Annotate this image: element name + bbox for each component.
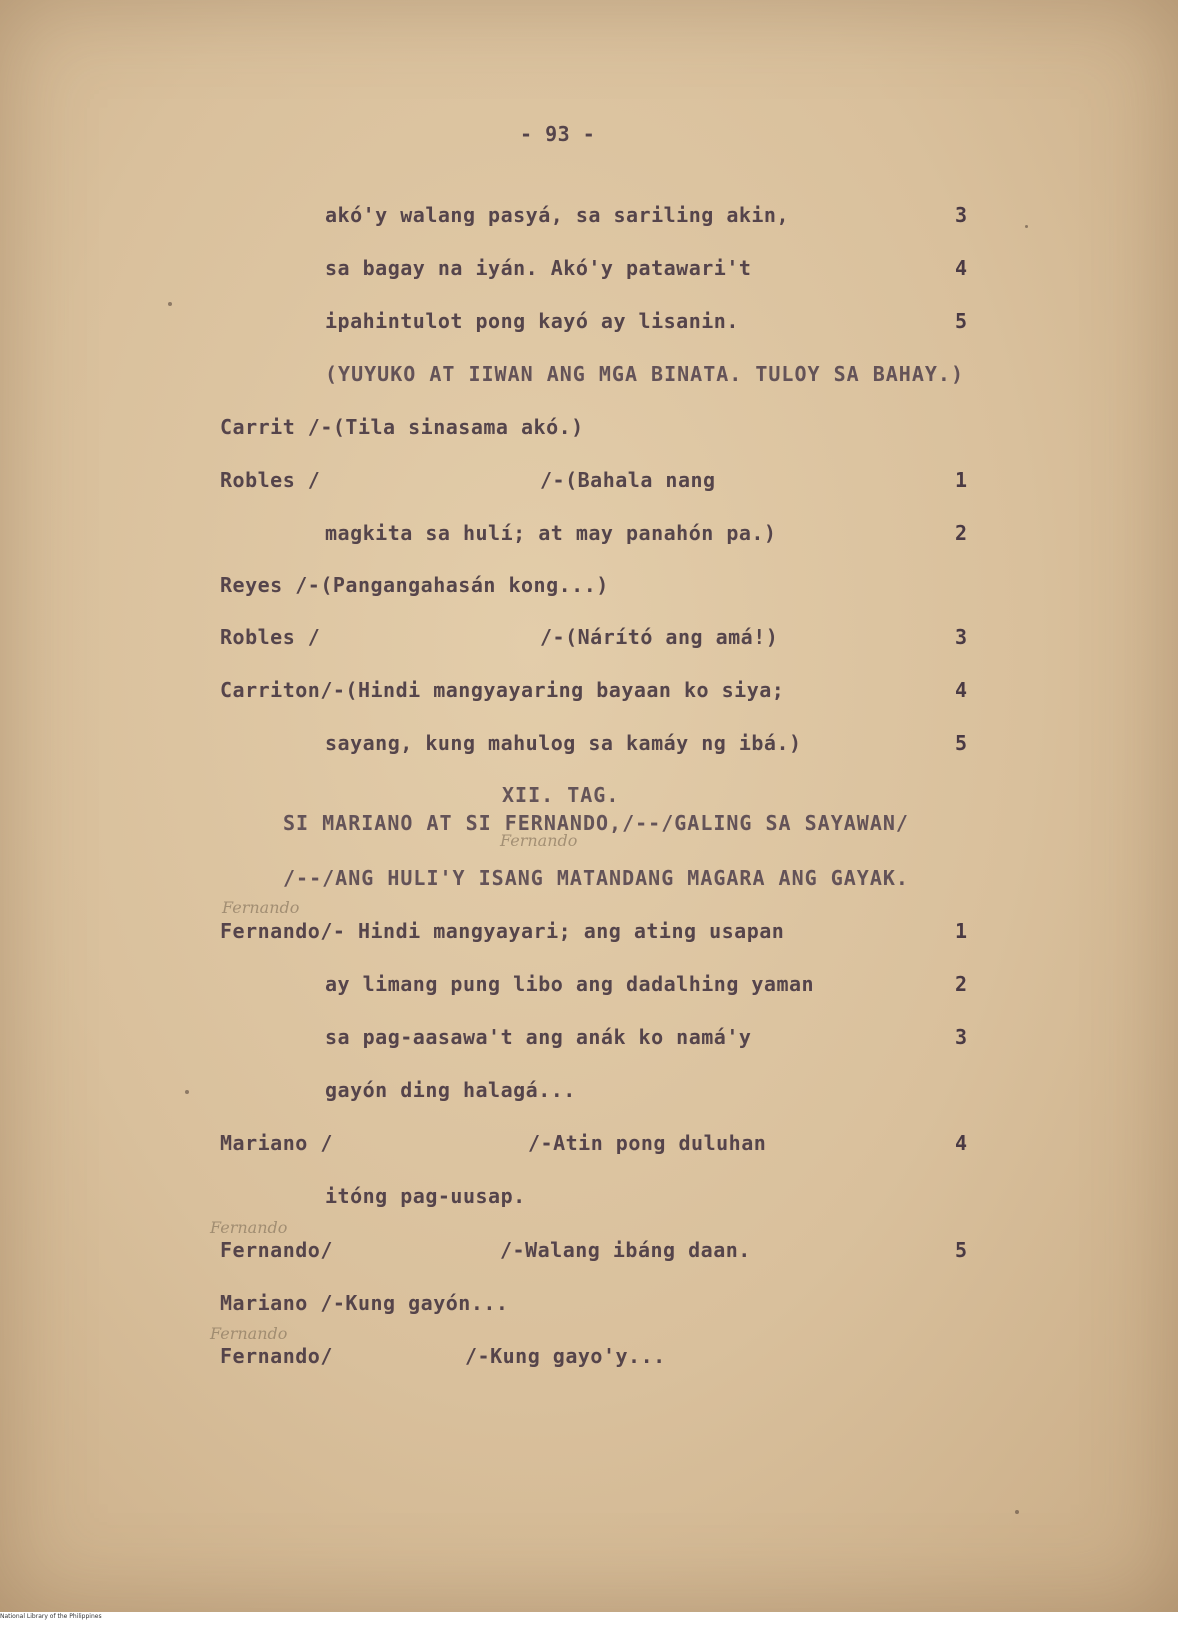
handwritten-note: Fernando [210,1218,288,1237]
line-number: 3 [955,625,968,649]
scene-description: /--/ANG HULI'Y ISANG MATANDANG MAGARA ANG GAYAK. [283,866,909,890]
line-number: 5 [955,309,968,333]
scene-heading: XII. TAG. [502,783,620,807]
dialogue-line: Carriton/-(Hindi mangyayaring bayaan ko siya; [220,678,785,702]
paper-speck [185,1090,189,1094]
speaker-name: Fernando/ [220,1344,333,1368]
line-number: 4 [955,678,968,702]
speaker-name: Fernando/ [220,1238,333,1262]
dialogue-line: /-Atin pong duluhan [528,1131,767,1155]
dialogue-line: /-(Bahala nang [540,468,716,492]
dialogue-line: /-Kung gayo'y... [465,1344,666,1368]
line-number: 4 [955,1131,968,1155]
paper-speck [1025,225,1028,228]
line-number: 2 [955,972,968,996]
line-number: 4 [955,256,968,280]
dialogue-line: /-Walang ibáng daan. [500,1238,751,1262]
speaker-name: Robles / [220,468,321,492]
dialogue-line: Fernando/- Hindi mangyayari; ang ating usapan [220,919,785,943]
verse-line: ay limang pung libo ang dadalhing yaman [325,972,815,996]
verse-line: sa pag-aasawa't ang anák ko namá'y [325,1025,752,1049]
verse-line: akó'y walang pasyá, sa sariling akin, [325,203,790,227]
dialogue-line: Reyes /-(Pangangahasán kong...) [220,573,609,597]
line-number: 1 [955,468,968,492]
verse-line: magkita sa hulí; at may panahón pa.) [325,521,777,545]
line-number: 5 [955,1238,968,1262]
handwritten-note: Fernando [210,1324,288,1343]
dialogue-line: Carrit /-(Tila sinasama akó.) [220,415,584,439]
verse-line: itóng pag-uusap. [325,1184,526,1208]
line-number: 5 [955,731,968,755]
scene-description: SI MARIANO AT SI FERNANDO,/--/GALING SA SAYAWAN/ [283,811,909,835]
verse-line: sayang, kung mahulog sa kamáy ng ibá.) [325,731,802,755]
line-number: 3 [955,203,968,227]
line-number: 2 [955,521,968,545]
line-number: 3 [955,1025,968,1049]
line-number: 1 [955,919,968,943]
verse-line: gayón ding halagá... [325,1078,576,1102]
page-number: - 93 - [520,122,596,146]
paper-speck [1015,1510,1019,1514]
handwritten-note: Fernando [222,898,300,917]
paper-speck [168,302,172,306]
stage-direction: (YUYUKO AT IIWAN ANG MGA BINATA. TULOY SA BAHAY.) [325,362,965,386]
speaker-name: Mariano / [220,1131,333,1155]
verse-line: ipahintulot pong kayó ay lisanin. [325,309,739,333]
footer-credit: National Library of the Philippines [0,1613,102,1620]
verse-line: sa bagay na iyán. Akó'y patawari't [325,256,752,280]
dialogue-line: /-(Nárító ang amá!) [540,625,779,649]
dialogue-line: Mariano /-Kung gayón... [220,1291,509,1315]
speaker-name: Robles / [220,625,321,649]
handwritten-note: Fernando [500,831,578,850]
